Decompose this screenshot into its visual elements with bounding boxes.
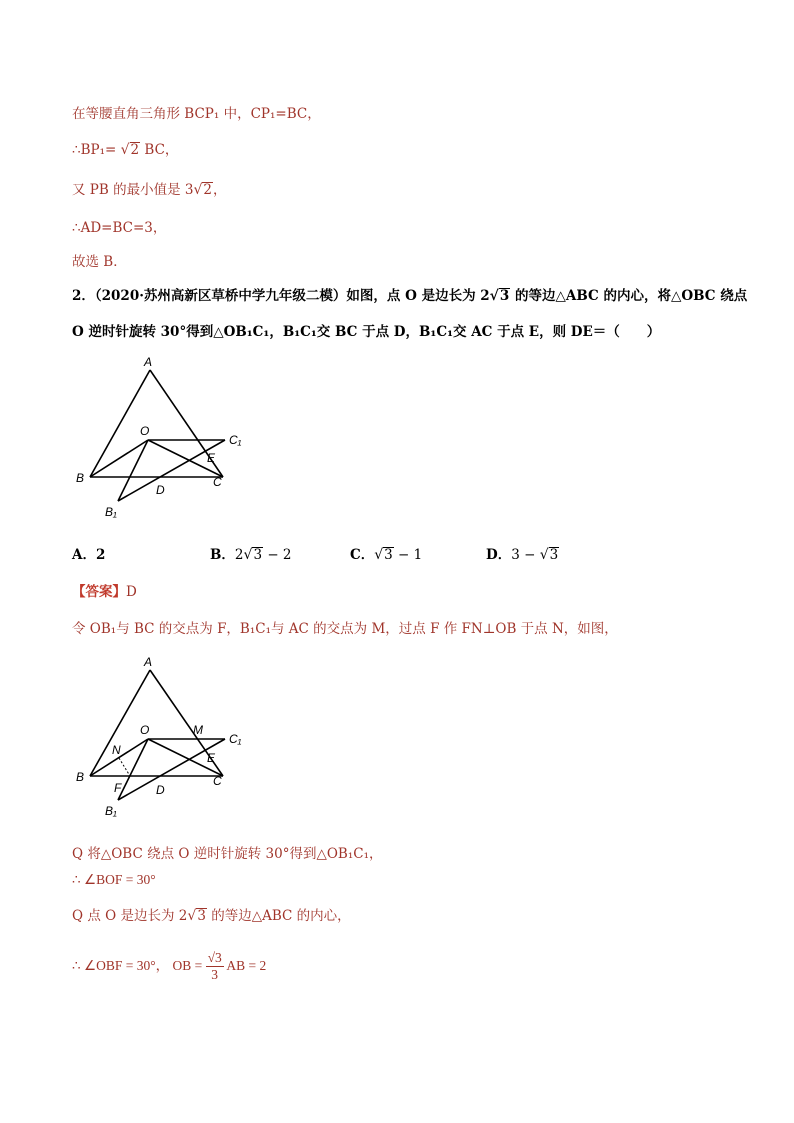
radicand: 3 (253, 547, 263, 563)
label-N: N (112, 743, 121, 757)
option-c-label: C． (350, 547, 375, 563)
option-b-post: − 2 (263, 547, 292, 563)
radicand: 3 (499, 288, 510, 304)
solution-line-5-b: AB = 2 (223, 957, 267, 973)
label-O: O (140, 723, 150, 737)
option-c[interactable] (350, 543, 422, 563)
solution-line-4-a: Q 点 O 是边长为 2 (72, 908, 188, 924)
label-A: A (144, 655, 153, 669)
text-line-3-a: 又 PB 的最小值是 3 (72, 182, 194, 198)
option-b[interactable] (210, 543, 292, 563)
option-c-post: − 1 (393, 547, 423, 563)
label-D: D (156, 483, 165, 497)
answer-tag: 【答案】 (72, 584, 126, 600)
label-O: O (140, 424, 150, 438)
sqrt-symbol: √ (193, 182, 203, 198)
label-B: B (76, 770, 85, 784)
figure-2 (70, 652, 270, 824)
radicand: 2 (203, 182, 212, 198)
question-line-1-a: 2．（2020·苏州高新区草桥中学九年级二模）如图，点 O 是边长为 2 (72, 288, 490, 304)
sqrt-symbol: √ (187, 908, 197, 924)
sqrt-symbol: √ (489, 288, 499, 304)
solution-line-1: 令 OB₁与 BC 的交点为 F，B₁C₁与 AC 的交点为 M，过点 F 作 FN⊥OB 于点 N，如图， (72, 621, 618, 637)
label-B: B (76, 471, 85, 485)
solution-line-5 (72, 950, 266, 983)
option-b-pre: 2 (234, 547, 244, 563)
radicand: 2 (130, 142, 140, 158)
fraction-denominator: 3 (211, 967, 219, 983)
sqrt-symbol: √ (243, 547, 253, 563)
question-line-2: O 逆时针旋转 30°得到△OB₁C₁，B₁C₁交 BC 于点 D，B₁C₁交 AC 于点 E，则 DE＝（ ） (72, 324, 661, 340)
text-line-4: ∴AD=BC=3， (72, 220, 167, 236)
text-line-3-c: ， (212, 182, 227, 198)
text-line-2-a: ∴BP₁= (72, 142, 121, 158)
question-line-1-c: 的等边△ABC 的内心，将△OBC 绕点 (510, 288, 748, 304)
solution-line-4-c: 的等边△ABC 的内心， (206, 908, 351, 924)
label-C: C (213, 475, 222, 489)
radicand: 3 (549, 547, 559, 563)
fraction (206, 950, 224, 983)
label-E: E (207, 451, 216, 465)
label-D: D (156, 783, 165, 797)
label-E: E (207, 751, 216, 765)
radicand: 3 (384, 547, 393, 563)
option-b-label: B． (210, 547, 235, 563)
label-B1: B₁ (105, 505, 117, 519)
solution-line-4 (72, 904, 351, 924)
figure-1 (70, 352, 270, 524)
label-M: M (193, 723, 203, 737)
text-line-1: 在等腰直角三角形 BCP₁ 中，CP₁=BC， (72, 106, 321, 122)
solution-line-3: ∴ ∠BOF = 30° (72, 872, 156, 887)
segment-FN-dashed (119, 758, 130, 776)
label-C1: C₁ (229, 433, 242, 447)
solution-line-2: Q 将△OBC 绕点 O 逆时针旋转 30°得到△OB₁C₁， (72, 846, 383, 862)
question-line-1 (72, 284, 747, 304)
sqrt-symbol: √ (539, 547, 549, 563)
solution-line-5-a: ∴ ∠OBF = 30°， OB = (72, 957, 206, 973)
label-F: F (114, 781, 122, 795)
radicand: 3 (197, 908, 206, 924)
option-a[interactable] (72, 543, 105, 563)
text-line-3 (72, 178, 226, 198)
option-d[interactable] (486, 543, 559, 563)
sqrt-symbol: √ (120, 142, 130, 158)
option-a-label: A． (72, 547, 96, 563)
fraction-numerator: √3 (206, 950, 224, 967)
text-line-2-c: BC， (140, 142, 179, 158)
text-line-2 (72, 138, 178, 158)
option-d-label: D． (486, 547, 512, 563)
label-A: A (144, 355, 153, 369)
answer-value: D (126, 584, 137, 600)
text-line-5: 故选 B． (72, 254, 127, 270)
answer-line (72, 580, 137, 600)
option-d-pre: 3 − (511, 547, 540, 563)
label-B1: B₁ (105, 804, 117, 818)
sqrt-symbol: √ (374, 547, 384, 563)
option-a-value: 2 (95, 547, 106, 563)
label-C1: C₁ (229, 732, 242, 746)
label-C: C (213, 774, 222, 788)
